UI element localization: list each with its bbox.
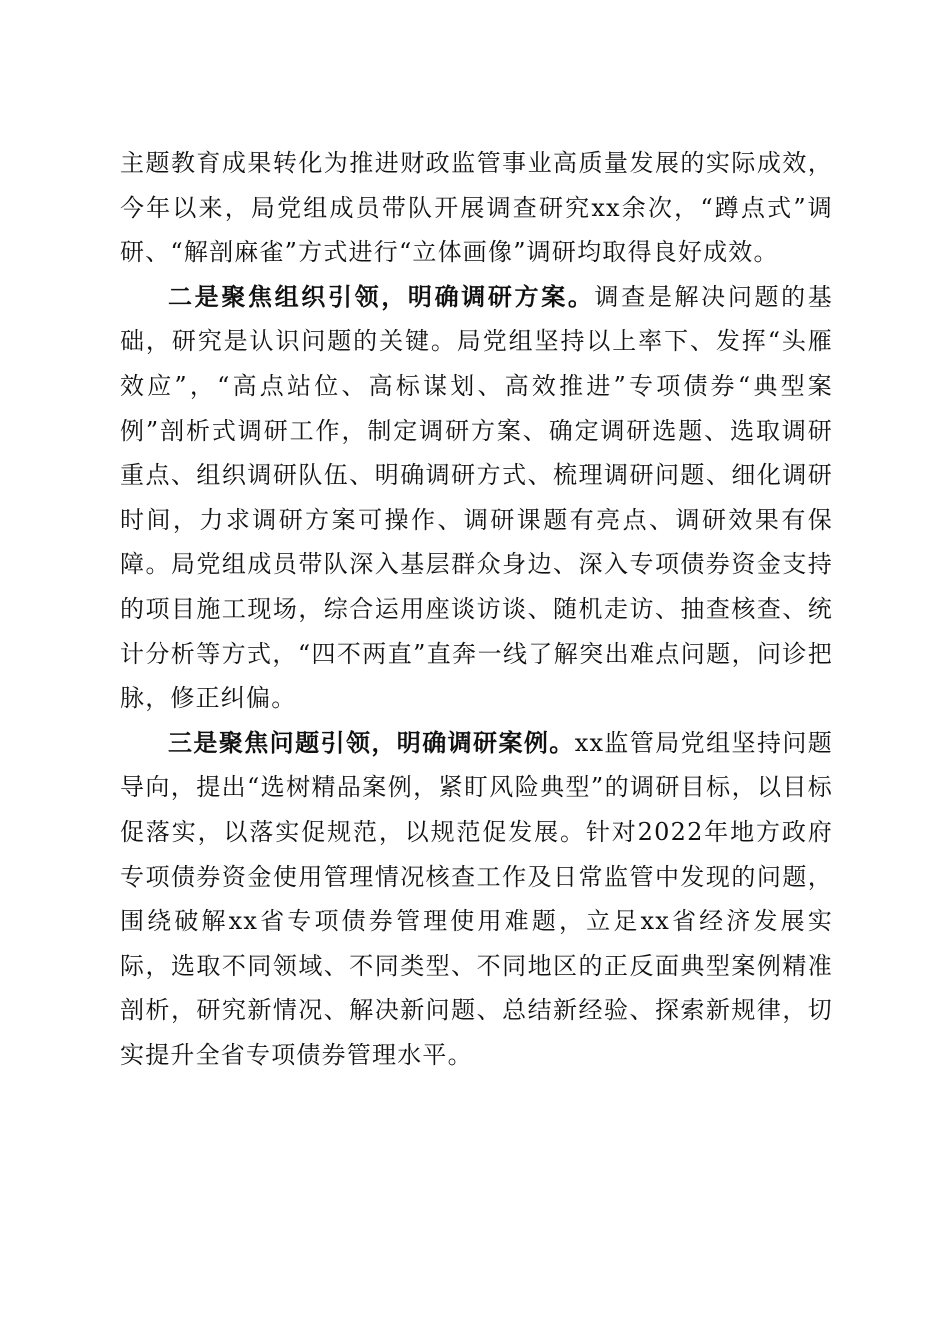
paragraph-2 bbox=[120, 275, 833, 721]
paragraph-3-text: xx监管局党组坚持问题导向，提出“选树精品案例，紧盯风险典型”的调研目标，以目标促落实，以落实促规范，以规范促发展。针对2022年地方政府专项债券资金使用管理情况核查工作及日常监管中发现的问题，围绕破解xx省专项债券管理使用难题，立足xx省经济发展实际，选取不同领域、不同类型、不同地区的正反面典型案例精准剖析，研究新情况、解决新问题、总结新经验、探索新规律，切实提升全省专项债券管理水平。 bbox=[120, 728, 833, 1069]
paragraph-1-text: 主题教育成果转化为推进财政监管事业高质量发展的实际成效，今年以来，局党组成员带队开展调查研究xx余次，“蹲点式”调研、“解剖麻雀”方式进行“立体画像”调研均取得良好成效。 bbox=[120, 149, 833, 267]
paragraph-3-heading: 三是聚焦问题引领，明确调研案例。 bbox=[168, 727, 575, 757]
document-body bbox=[120, 141, 833, 1077]
paragraph-1 bbox=[120, 141, 833, 275]
paragraph-2-heading: 二是聚焦组织引领，明确调研方案。 bbox=[168, 281, 595, 311]
paragraph-2-text: 调查是解决问题的基础，研究是认识问题的关键。局党组坚持以上率下、发挥“头雁效应”，“高点站位、高标谋划、高效推进”专项债券“典型案例”剖析式调研工作，制定调研方案、确定调研选题、选取调研重点、组织调研队伍、明确调研方式、梳理调研问题、细化调研时间，力求调研方案可操作、调研课题有亮点、调研效果有保障。局党组成员带队深入基层群众身边、深入专项债券资金支持的项目施工现场，综合运用座谈访谈、随机走访、抽查核查、统计分析等方式，“四不两直”直奔一线了解突出难点问题，问诊把脉，修正纠偏。 bbox=[120, 282, 833, 713]
paragraph-3 bbox=[120, 721, 833, 1078]
